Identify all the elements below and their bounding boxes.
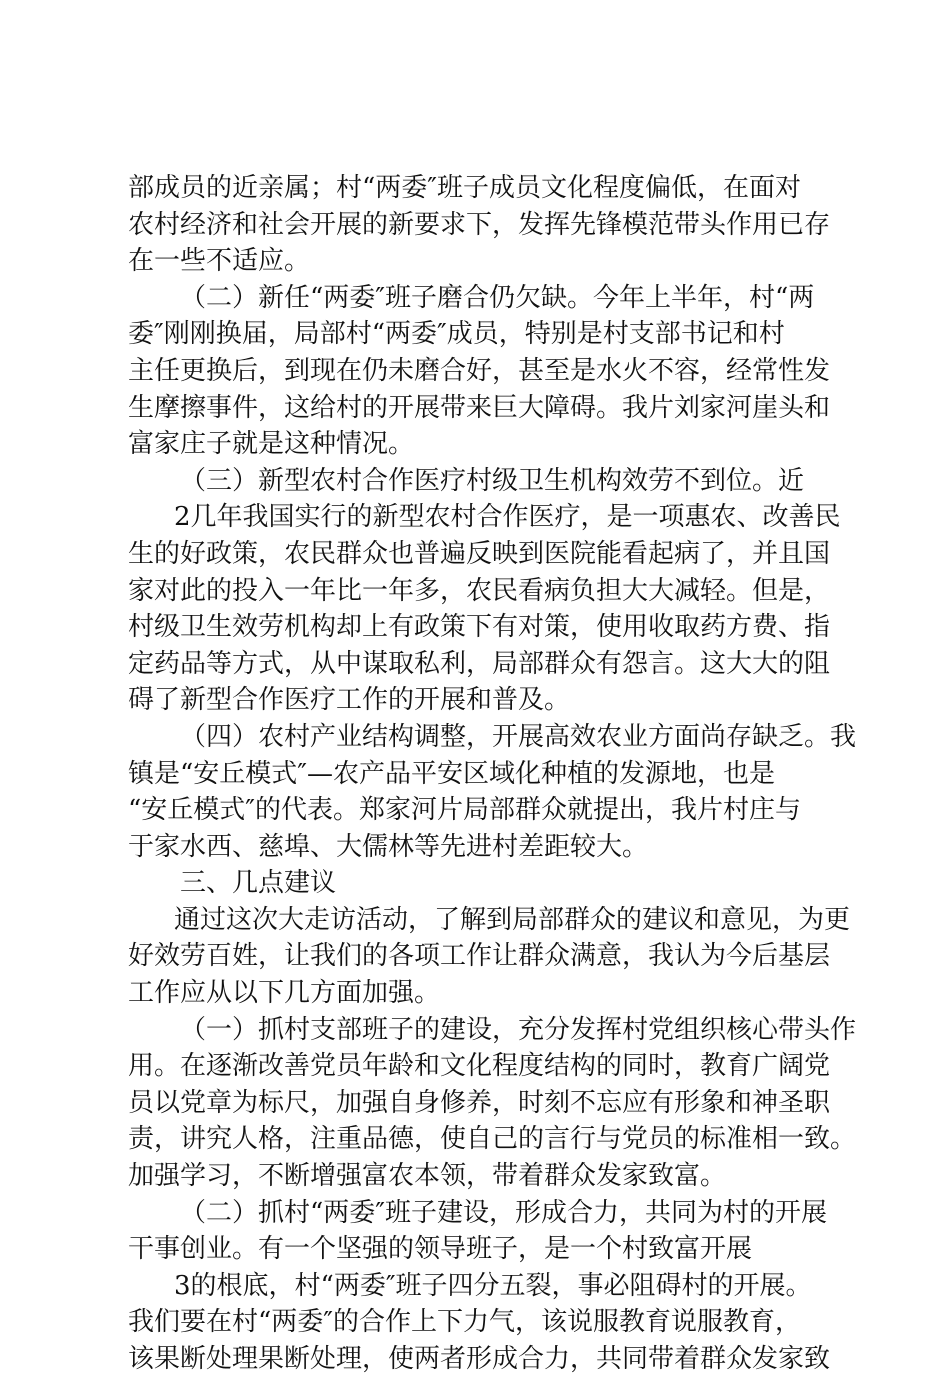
text-line: 该果断处理果断处理，使两者形成合力，共同带着群众发家致 (128, 1344, 831, 1374)
text-line: 家对此的投入一年比一年多，农民看病负担大大减轻。但是， (128, 575, 831, 606)
text-line: （三）新型农村合作医疗村级卫生机构效劳不到位。近 (180, 465, 805, 496)
text-line: 村级卫生效劳机构却上有政策下有对策，使用收取药方费、指 (128, 612, 831, 643)
text-line: 通过这次大走访活动，了解到局部群众的建议和意见，为更 (174, 904, 851, 935)
text-line: 加强学习，不断增强富农本领，带着群众发家致富。 (128, 1161, 727, 1192)
text-line: 委″刚刚换届，局部村“两委″成员，特别是村支部书记和村 (128, 319, 785, 350)
text-line: （四）农村产业结构调整，开展高效农业方面尚存缺乏。我 (180, 721, 857, 752)
text-line: 定药品等方式，从中谋取私利，局部群众有怨言。这大大的阻 (128, 648, 831, 679)
text-line: 责，讲究人格，注重品德，使自己的言行与党员的标准相一致。 (128, 1124, 857, 1155)
text-line: 员以党章为标尺，加强自身修养，时刻不忘应有形象和神圣职 (128, 1087, 831, 1118)
text-line: “安丘模式″的代表。郑家河片局部群众就提出，我片村庄与 (128, 795, 802, 826)
document-body (128, 170, 857, 1378)
text-line: 在一些不适应。 (128, 246, 311, 277)
text-line: 镇是“安丘模式″—农产品平安区域化种植的发源地，也是 (128, 758, 776, 789)
text-line: 富家庄子就是这种情况。 (128, 429, 415, 460)
text-line: 用。在逐渐改善党员年龄和文化程度结构的同时，教育广阔党 (128, 1051, 831, 1082)
text-line: （二）抓村“两委″班子建设，形成合力，共同为村的开展 (180, 1197, 828, 1228)
text-line: 生的好政策，农民群众也普遍反映到医院能看起病了，并且国 (128, 538, 831, 569)
text-line: 2几年我国实行的新型农村合作医疗，是一项惠农、改善民 (174, 502, 841, 533)
text-line: 碍了新型合作医疗工作的开展和普及。 (128, 685, 571, 716)
text-line: 工作应从以下几方面加强。 (128, 978, 441, 1009)
text-line: 农村经济和社会开展的新要求下，发挥先锋模范带头作用已存 (128, 209, 831, 240)
text-line: 好效劳百姓，让我们的各项工作让群众满意，我认为今后基层 (128, 941, 831, 972)
text-line: 生摩擦事件，这给村的开展带来巨大障碍。我片刘家河崖头和 (128, 392, 831, 423)
text-line: 我们要在村“两委″的合作上下力气，该说服教育说服教育， (128, 1307, 802, 1338)
text-line: 部成员的近亲属；村“两委″班子成员文化程度偏低，在面对 (128, 173, 802, 203)
text-line: 三、几点建议 (180, 868, 337, 899)
text-line: 3的根底，村“两委″班子四分五裂，事必阻碍村的开展。 (174, 1270, 812, 1301)
text-line: 干事创业。有一个坚强的领导班子，是一个村致富开展 (128, 1234, 753, 1265)
text-line: 于家水西、慈埠、大儒林等先进村差距较大。 (128, 831, 649, 862)
text-line: 主任更换后，到现在仍未磨合好，甚至是水火不容，经常性发 (128, 355, 831, 386)
text-line: （二）新任“两委″班子磨合仍欠缺。今年上半年，村“两 (180, 282, 815, 313)
text-line: （一）抓村支部班子的建设，充分发挥村党组织核心带头作 (180, 1014, 857, 1045)
